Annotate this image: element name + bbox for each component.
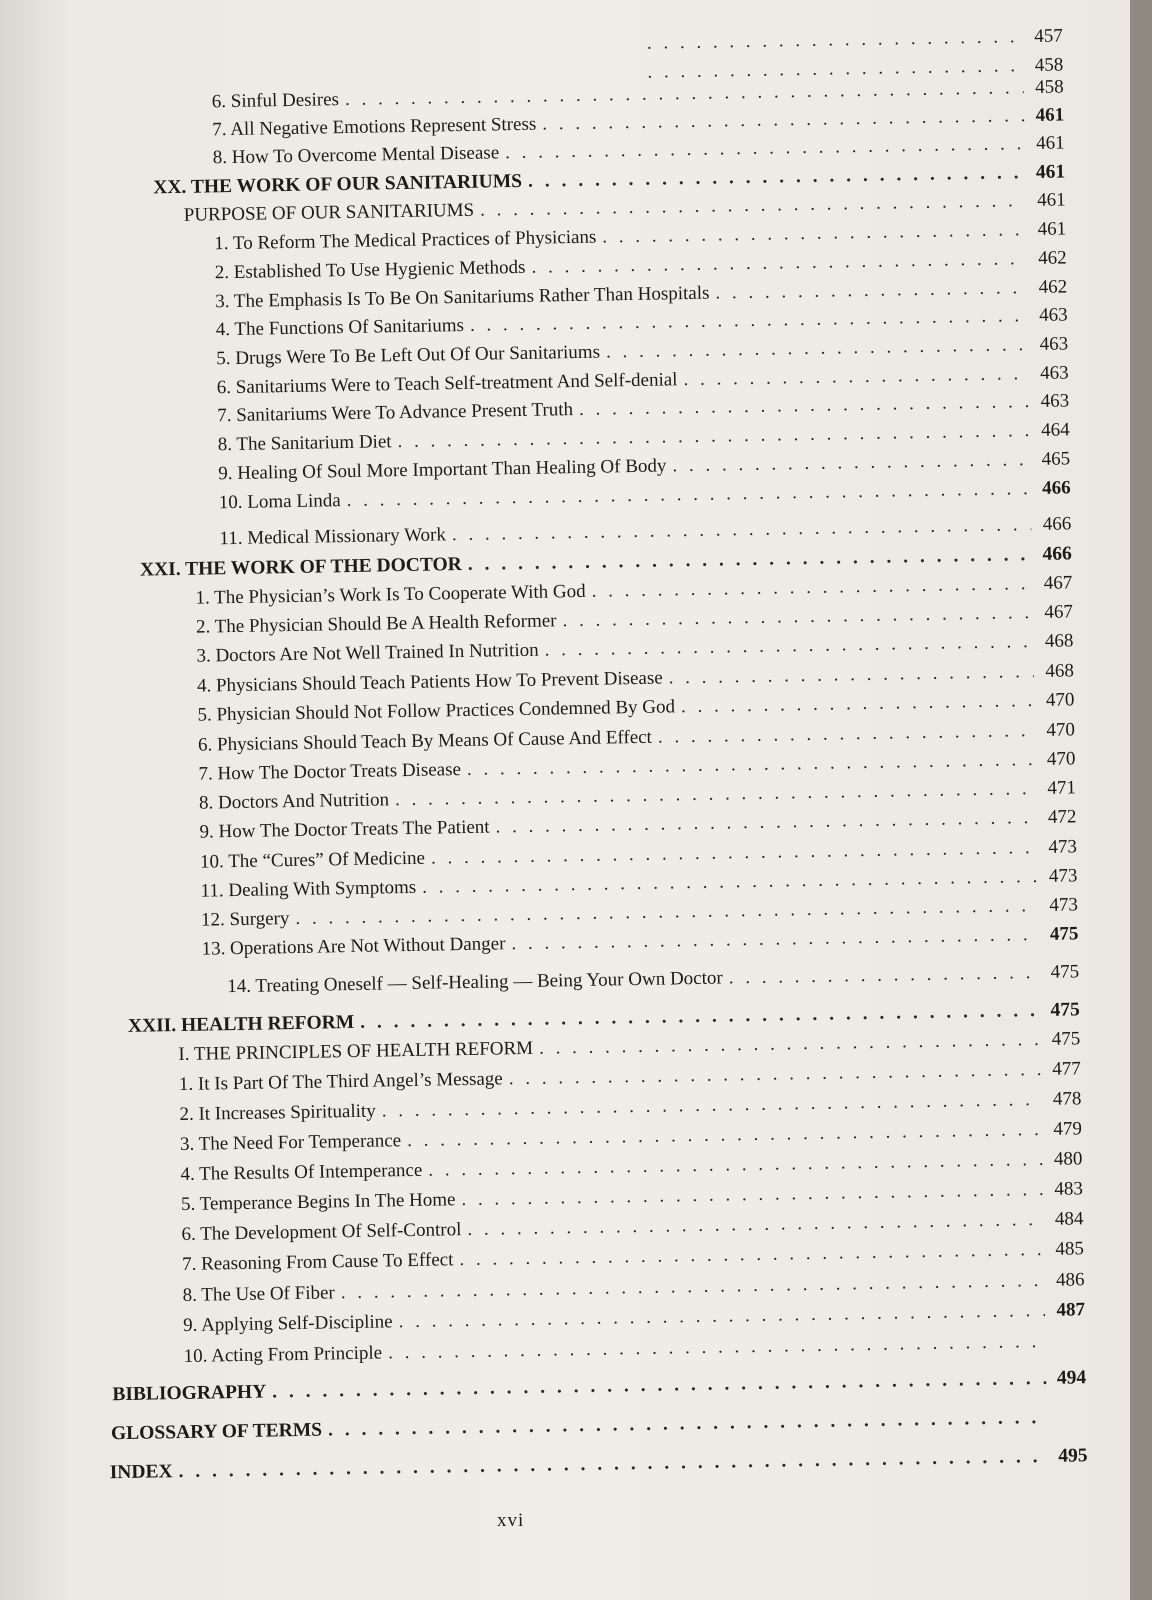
toc-entry-page-number: 466 [1042, 513, 1072, 535]
toc-entry-page-number: 484 [1054, 1208, 1084, 1230]
toc-entry-page-number: 458 [1035, 76, 1064, 98]
dot-leader [672, 449, 1030, 477]
dot-leader [542, 105, 1024, 135]
toc-entry-page-number [1052, 1346, 1086, 1347]
toc-entry-title: 5. Drugs Were To Be Left Out Of Our Sanitariums [216, 341, 601, 370]
dot-leader [341, 1270, 1045, 1304]
dot-leader [397, 420, 1029, 453]
toc-entry-page-number: 468 [1044, 630, 1074, 652]
toc-entry [227, 961, 1079, 998]
dot-leader [681, 690, 1035, 718]
toc-entry-title: XXII. HEALTH REFORM [127, 1011, 355, 1037]
dot-leader [715, 277, 1027, 304]
dot-leader [407, 1119, 1042, 1152]
dot-leader [461, 1179, 1043, 1211]
toc-entry-title: 14. Treating Oneself — Self-Healing — Being Your Own Doctor [227, 967, 723, 998]
toc-entry-title: XX. THE WORK OF OUR SANITARIUMS [153, 170, 523, 199]
toc-entry-title: 5. Temperance Begins In The Home [180, 1189, 456, 1216]
toc-entry-page-number: 486 [1055, 1269, 1085, 1291]
toc-entry-page-number: 461 [1035, 161, 1066, 183]
dot-leader [562, 602, 1033, 632]
toc-entry-title: 1. To Reform The Medical Practices of Physicians [214, 226, 597, 255]
toc-entry-title: 8. Doctors And Nutrition [198, 789, 390, 814]
toc-entry-page-number: 477 [1052, 1058, 1082, 1080]
dot-leader [452, 514, 1032, 546]
toc-entry-title: INDEX [109, 1461, 173, 1484]
toc-chapter-entry [110, 1445, 1088, 1484]
dot-leader [669, 661, 1035, 689]
dot-leader [495, 807, 1036, 838]
toc-entry-page-number: 458 [1034, 54, 1064, 76]
toc-entry-title: 4. The Functions Of Sanitariums [215, 314, 465, 341]
toc-entry-page-number: 461 [1036, 189, 1066, 211]
toc-entry-title: 5. Physician Should Not Follow Practices Condemned By God [197, 696, 676, 726]
toc-entry-page-number: 494 [1056, 1367, 1087, 1389]
toc-entry-page-number: 473 [1049, 894, 1079, 916]
dot-leader [544, 631, 1033, 662]
toc-entry [641, 25, 1063, 54]
toc-entry-page-number [1053, 1422, 1087, 1423]
toc-entry-title: 3. The Emphasis Is To Be On Sanitariums Rather Than Hospitals [215, 282, 710, 313]
toc-entry-title: 7. Sanitariums Were To Advance Present Truth [217, 399, 574, 427]
toc-entry-page-number: 463 [1040, 390, 1070, 412]
toc-entry-page-number: 475 [1049, 923, 1079, 945]
dot-leader [470, 305, 1028, 337]
dot-leader [539, 1029, 1041, 1060]
toc-entry-title: BIBLIOGRAPHY [112, 1381, 267, 1406]
toc-entry-page-number: 470 [1046, 748, 1076, 770]
toc-entry-title: 6. Sanitariums Were to Teach Self-treatment And Self-denial [216, 369, 678, 399]
toc-entry-title: 7. All Negative Emotions Represent Stress [212, 113, 537, 141]
dot-leader [480, 190, 1026, 222]
toc-entry-page-number: 463 [1039, 362, 1069, 384]
toc-entry-title: 6. Sinful Desires [211, 89, 340, 113]
toc-entry-page-number: 475 [1050, 961, 1080, 983]
dot-leader [431, 837, 1037, 870]
toc-entry-title: 9. Healing Of Soul More Important Than Healing Of Body [218, 455, 667, 485]
dot-leader [511, 924, 1038, 955]
toc-entry-title: 10. Acting From Principle [183, 1342, 383, 1367]
toc-entry-title: 8. The Use Of Fiber [182, 1282, 335, 1307]
toc-entry-page-number: 478 [1052, 1088, 1082, 1110]
toc-entry-title: 6. Physicians Should Teach By Means Of Cause And Effect [197, 726, 653, 756]
toc-entry-page-number: 463 [1038, 304, 1068, 326]
toc-entry-title: 3. The Need For Temperance [179, 1130, 402, 1156]
dot-leader [528, 162, 1026, 193]
toc-entry-title: PURPOSE OF OUR SANITARIUMS [183, 199, 475, 226]
toc-entry [184, 1330, 1086, 1368]
dot-leader [468, 544, 1032, 576]
toc-entry-title: 4. Physicians Should Teach Patients How To Prevent Disease [196, 667, 663, 697]
dot-leader [531, 248, 1027, 279]
toc-entry-title: 4. The Results Of Intemperance [180, 1159, 423, 1186]
dot-leader [505, 133, 1025, 164]
toc-entry-page-number: 471 [1047, 777, 1077, 799]
toc-entry-page-number: 483 [1054, 1178, 1084, 1200]
toc-entry-title: 10. Loma Linda [218, 490, 341, 514]
toc-entry-page-number: 466 [1041, 477, 1071, 499]
toc-entry-page-number: 461 [1035, 132, 1065, 154]
dot-leader [579, 391, 1029, 421]
toc-entry-page-number: 487 [1056, 1299, 1086, 1321]
dot-leader [345, 77, 1024, 111]
dot-leader [647, 26, 1023, 55]
toc-entry-page-number: 473 [1048, 836, 1078, 858]
toc-entry-page-number: 461 [1035, 104, 1065, 126]
toc-entry-title: 3. Doctors Are Not Well Trained In Nutrition [196, 639, 539, 667]
toc-entry-page-number: 479 [1053, 1118, 1083, 1140]
toc-entry-title: 7. How The Doctor Treats Disease [198, 759, 462, 785]
dot-leader [467, 1209, 1043, 1241]
toc-entry-page-number: 468 [1045, 660, 1075, 682]
toc-entry-title: 2. Established To Use Hygienic Methods [214, 256, 526, 284]
toc-entry-title: 7. Reasoning From Cause To Effect [181, 1249, 454, 1276]
dot-leader [658, 720, 1035, 749]
dot-leader [395, 778, 1036, 811]
toc-entry [182, 1238, 1084, 1276]
toc-entry-page-number: 464 [1040, 419, 1070, 441]
toc-entry-title: 10. The “Cures” Of Medicine [199, 847, 426, 873]
toc-entry-page-number: 466 [1042, 543, 1073, 565]
toc-entry-title: 6. The Development Of Self-Control [181, 1219, 462, 1246]
dot-leader [683, 363, 1029, 391]
toc-entry-page-number: 462 [1037, 247, 1067, 269]
dot-leader [467, 749, 1036, 781]
toc-entry-title: XXI. THE WORK OF THE DOCTOR [139, 554, 462, 581]
toc-entry-title: 11. Medical Missionary Work [219, 524, 447, 550]
toc-entry-page-number: 462 [1038, 276, 1068, 298]
dot-leader [602, 219, 1026, 248]
toc-entry-page-number: 472 [1047, 806, 1077, 828]
dot-leader [729, 962, 1040, 989]
dot-leader [328, 1407, 1047, 1442]
toc-entry-title: 9. How The Doctor Treats The Patient [199, 816, 490, 843]
toc-entry-title: GLOSSARY OF TERMS [110, 1419, 323, 1445]
dot-leader [398, 1300, 1045, 1333]
dot-leader [295, 895, 1038, 930]
toc-entry-title: 1. The Physician’s Work Is To Cooperate With God [195, 580, 586, 609]
toc-entry-page-number: 495 [1058, 1445, 1088, 1467]
toc-entry [183, 1299, 1085, 1337]
dot-leader [360, 1000, 1040, 1034]
toc-entry-page-number: 465 [1041, 448, 1071, 470]
toc-entry-page-number: 461 [1037, 218, 1067, 240]
toc-entry-page-number: 457 [1034, 25, 1063, 47]
dot-leader [388, 1331, 1046, 1364]
dot-leader [459, 1239, 1044, 1271]
toc-entry-title: 9. Applying Self-Discipline [182, 1311, 393, 1337]
dot-leader [509, 1059, 1041, 1090]
toc-entry-page-number: 470 [1045, 689, 1075, 711]
toc-entry-title: 2. It Increases Spirituality [179, 1100, 376, 1126]
toc-entry-title: 8. The Sanitarium Diet [217, 431, 392, 456]
toc-chapter-entry [112, 1367, 1086, 1406]
page-folio: xvi [497, 1510, 525, 1531]
toc-entry-page-number: 470 [1046, 719, 1076, 741]
toc-entry-title: 1. It Is Part Of The Third Angel’s Message [178, 1068, 503, 1096]
toc-entry-title: I. THE PRINCIPLES OF HEALTH REFORM [178, 1037, 534, 1066]
dot-leader [422, 866, 1038, 899]
dot-leader [606, 334, 1029, 363]
toc-entry-page-number: 467 [1044, 601, 1074, 623]
toc-entry-title: 2. The Physician Should Be A Health Reformer [195, 610, 557, 638]
dot-leader [272, 1368, 1046, 1404]
toc-entry-title: 13. Operations Are Not Without Danger [201, 933, 506, 960]
toc-chapter-entry [111, 1406, 1087, 1445]
toc-entry-page-number: 475 [1050, 999, 1080, 1021]
dot-leader [346, 478, 1030, 512]
dot-leader [428, 1149, 1042, 1182]
toc-entry-page-number: 463 [1039, 333, 1069, 355]
toc-entry-page-number: 475 [1051, 1028, 1081, 1050]
dot-leader [382, 1089, 1042, 1123]
toc-entry-page-number: 485 [1055, 1238, 1085, 1260]
toc-entry-page-number: 467 [1043, 572, 1073, 594]
dot-leader [591, 573, 1032, 603]
toc-entry-page-number: 473 [1048, 865, 1078, 887]
toc-entry-title: 8. How To Overcome Mental Disease [212, 142, 500, 169]
toc-entry-title: 12. Surgery [200, 908, 290, 931]
dot-leader [178, 1446, 1047, 1483]
toc-entry-page-number: 480 [1053, 1148, 1083, 1170]
toc-entry-title: 11. Dealing With Symptoms [200, 876, 417, 902]
